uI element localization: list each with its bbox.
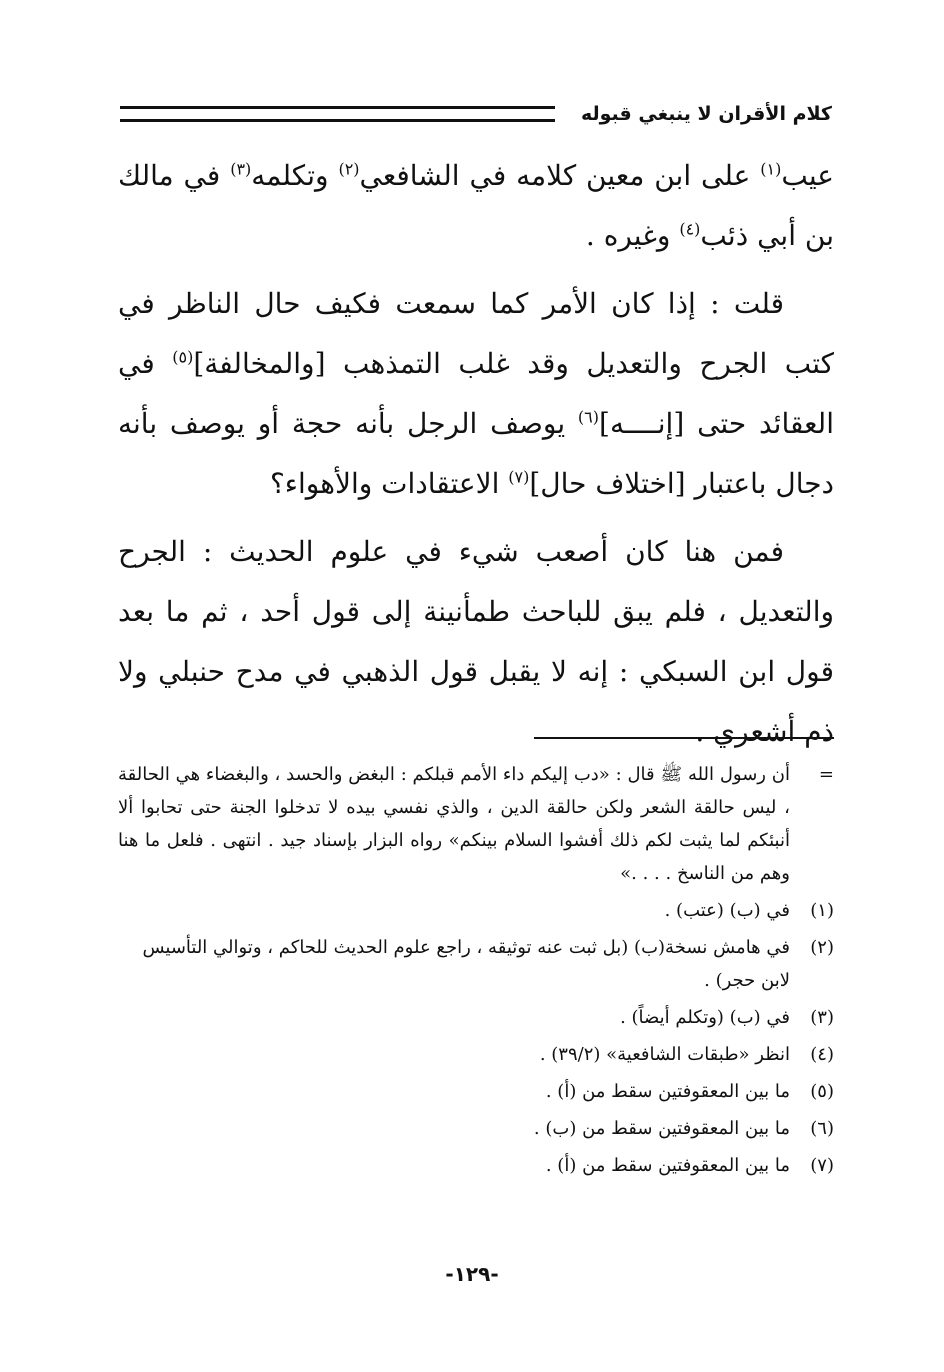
footnote-item: [118, 931, 834, 997]
footnote-text: في (ب) (عتب) .: [664, 900, 790, 921]
footnote-reference: (٦): [577, 407, 600, 427]
footnote-number: (١): [810, 900, 834, 921]
running-title: كلام الأقران لا ينبغي قبوله: [580, 103, 832, 125]
paragraph-3: [118, 522, 834, 762]
text-run: وغيره .: [585, 219, 680, 252]
footnote-number: (٢): [810, 937, 834, 958]
footnote-text: ما بين المعقوفتين سقط من (أ) .: [545, 1081, 790, 1102]
footnote-number: (٦): [810, 1118, 834, 1139]
footnote-reference: (٤): [679, 219, 701, 239]
text-run: قلت : إذا كان الأمر كما سمعت فكيف حال الناظر في كتب الجرح والتعديل وقد غلب التمذهب [والمخالفة]: [118, 287, 834, 380]
footnote-item: [118, 1038, 834, 1071]
continuation-mark: =: [818, 764, 834, 785]
continuation-text: أن رسول الله ﷺ قال : «دب إليكم داء الأمم قبلكم : البغض والحسد ، والبغضاء هي الحالقة ، ليس حالقة الشعر ولكن حالقة الدين ، والذي نفسي بيده لا تدخلوا الجنة حتى تحابوا ألا أنبئكم لما يثبت لكم ذلك أفشوا السلام بينكم» رواه البزار بإسناد جيد . انتهى . فلعل ما هنا وهم من الناسخ . . . .»: [118, 764, 790, 884]
footnote-number: (٣): [810, 1007, 834, 1028]
main-text: [118, 146, 834, 762]
footnote-item: [118, 1149, 834, 1182]
footnote-text: ما بين المعقوفتين سقط من (ب) .: [533, 1118, 790, 1139]
footnote-reference: (٢): [338, 159, 360, 179]
footnote-item: [118, 1001, 834, 1034]
text-run: يوصف الرجل بأنه حجة أو يوصف بأنه دجال باعتبار [اختلاف حال]: [118, 407, 834, 500]
paragraph-2: [118, 274, 834, 514]
footnote-reference: (٣): [230, 159, 252, 179]
text-run: عيب: [781, 159, 834, 192]
footnote-reference: (٧): [508, 467, 530, 487]
footnote-separator: [534, 737, 834, 739]
footnote-item: [118, 894, 834, 927]
footnotes: [118, 758, 834, 1182]
text-run: فمن هنا كان أصعب شيء في علوم الحديث : الجرح والتعديل ، فلم يبق للباحث طمأنينة إلى قول أحد ، ثم ما بعد قول ابن السبكي : إنه لا يقبل قول الذهبي في مدح حنبلي ولا ذم أشعري .: [118, 535, 834, 748]
header-double-rule: [120, 106, 555, 122]
footnote-number: (٤): [810, 1044, 834, 1065]
text-run: على ابن معين كلامه في الشافعي: [359, 159, 761, 192]
footnote-item: [118, 1112, 834, 1145]
running-header: [120, 96, 832, 132]
footnote-text: ما بين المعقوفتين سقط من (أ) .: [545, 1155, 790, 1176]
footnote-number: (٥): [810, 1081, 834, 1102]
text-run: الاعتقادات والأهواء؟: [269, 467, 509, 500]
text-run: وتكلمه: [251, 159, 339, 192]
footnote-reference: (١): [760, 159, 782, 179]
text-run: في العقائد حتى [إنــــه]: [118, 347, 834, 440]
footnote-text: انظر «طبقات الشافعية» (٣٩/٢) .: [539, 1044, 790, 1065]
footnote-text: في (ب) (وتكلم أيضاً) .: [620, 1007, 790, 1028]
text-run: في مالك بن أبي ذئب: [118, 159, 834, 252]
footnote-number: (٧): [810, 1155, 834, 1176]
footnote-item: [118, 1075, 834, 1108]
page-number: -١٢٩-: [445, 1262, 499, 1286]
footnote-list: [118, 894, 834, 1182]
footnote-reference: (٥): [172, 347, 194, 367]
paragraph-1: [118, 146, 834, 266]
footnote-continuation: [118, 758, 834, 890]
footnote-text: في هامش نسخة(ب) (بل ثبت عنه توثيقه ، راجع علوم الحديث للحاكم ، وتوالي التأسيس لابن حجر) .: [142, 937, 790, 991]
